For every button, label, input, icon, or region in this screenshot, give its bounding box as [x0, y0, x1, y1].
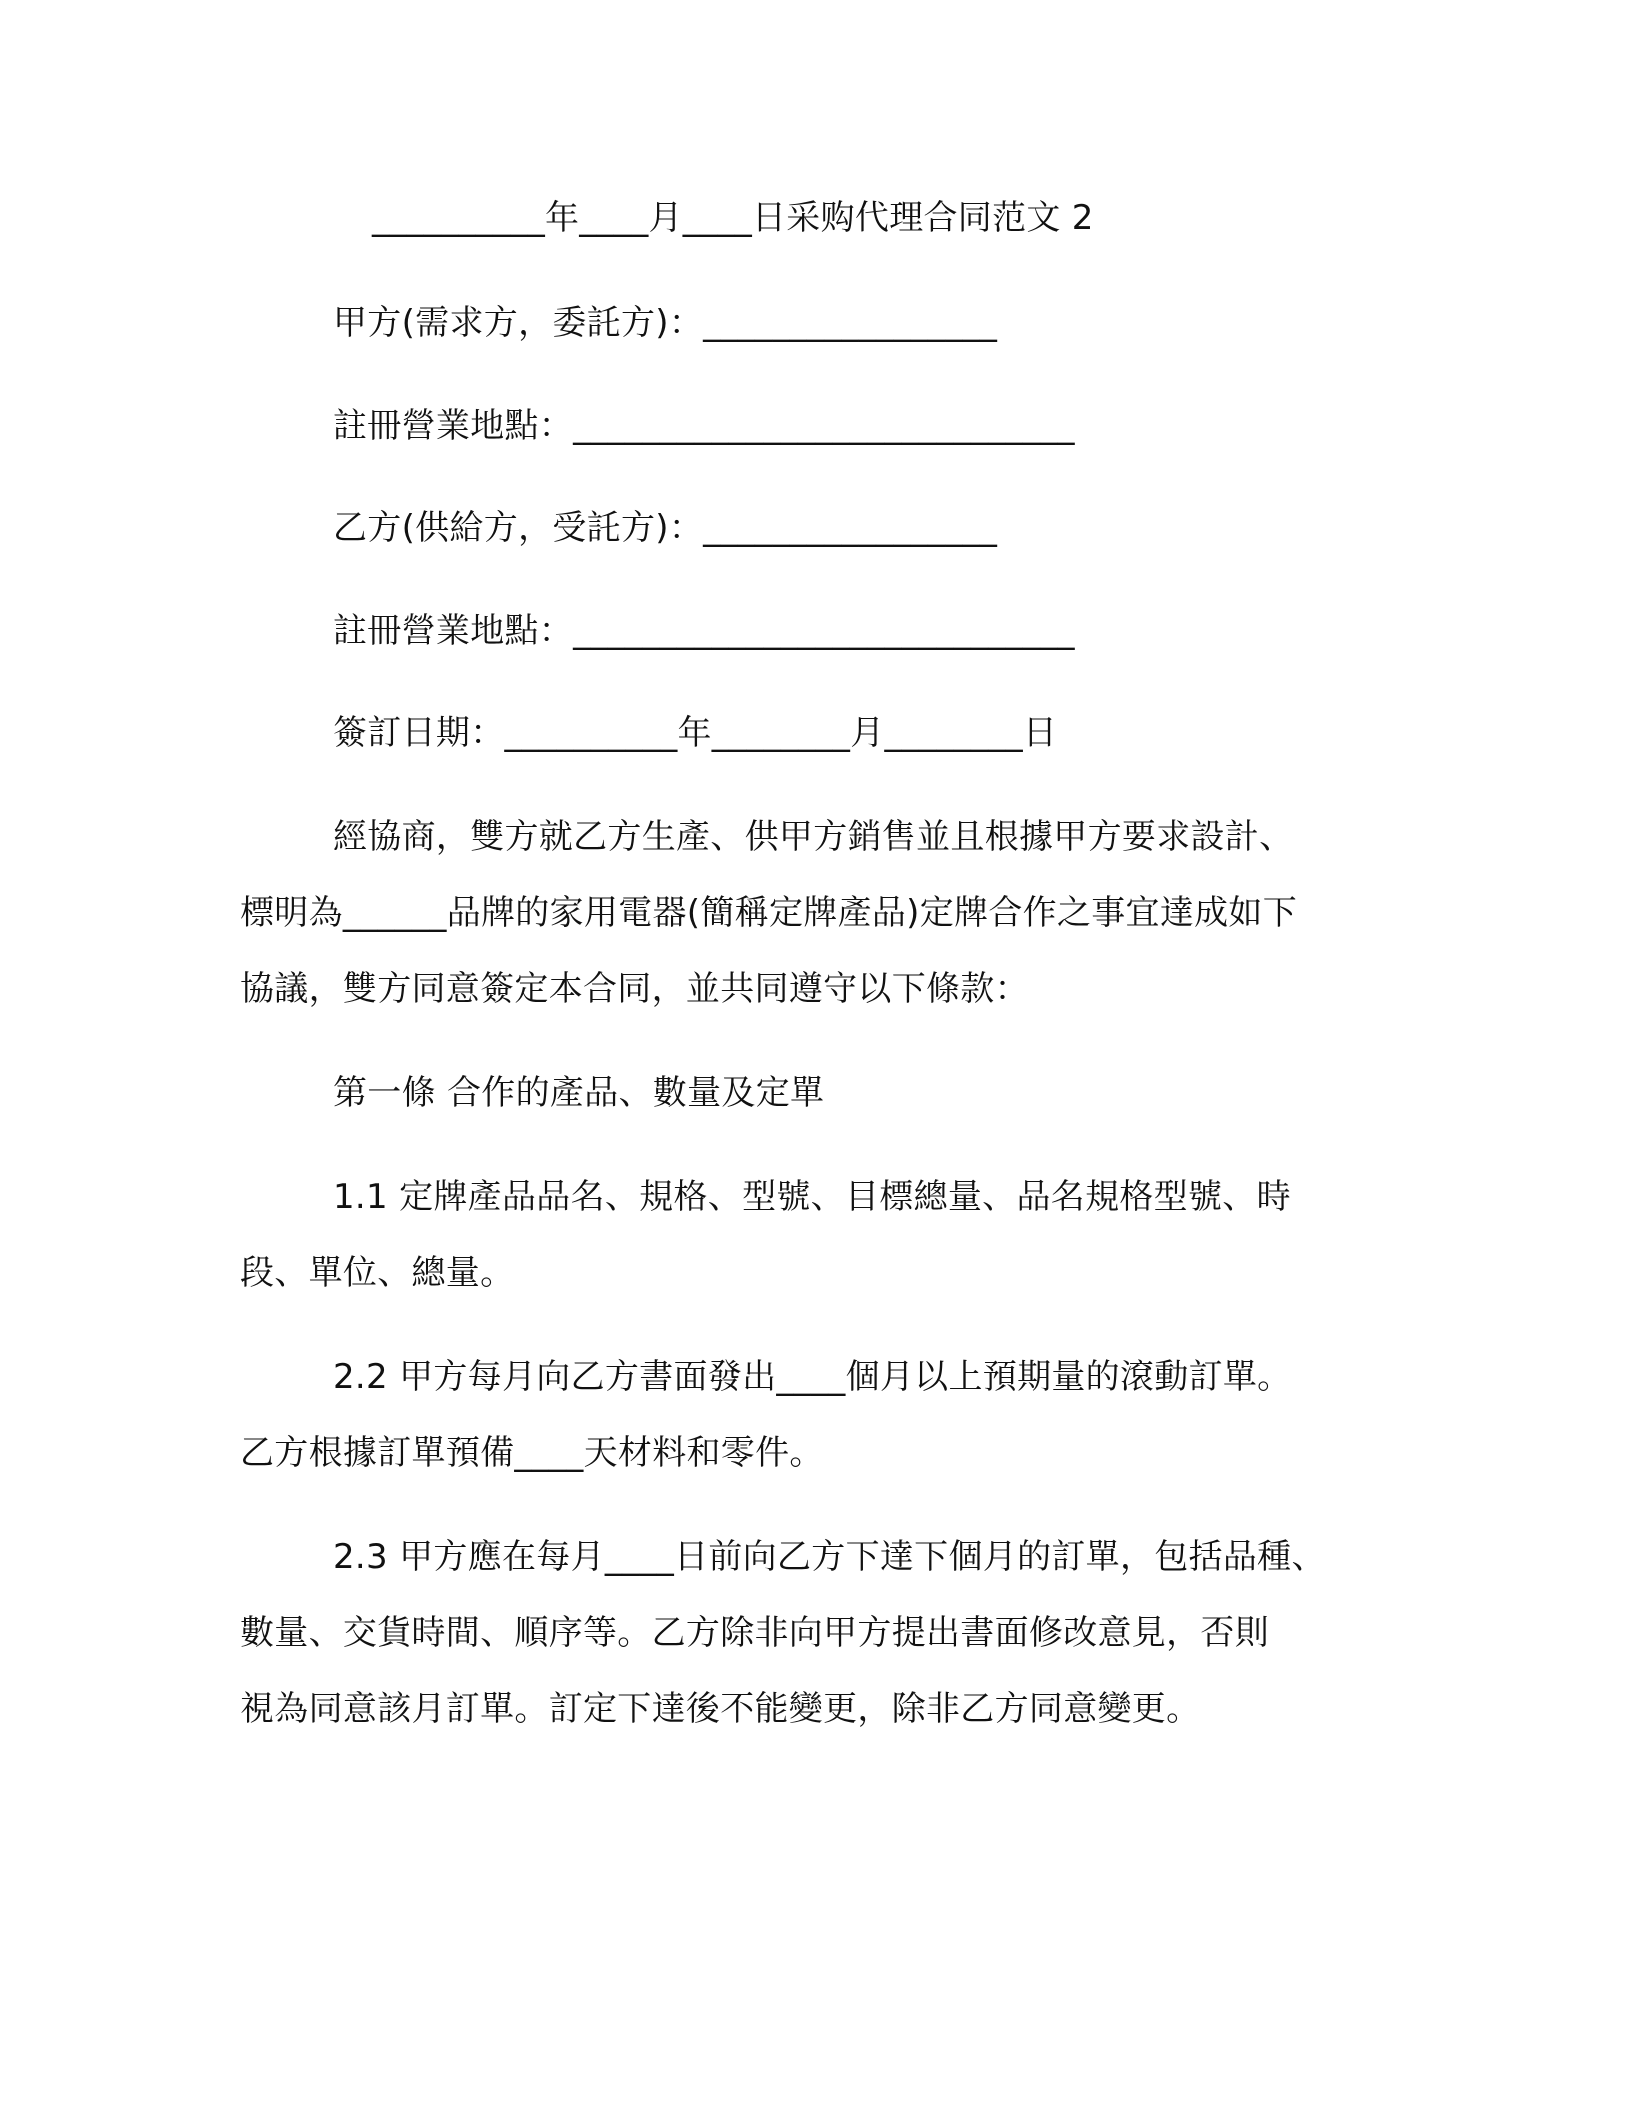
party-b-address-line: 註冊營業地點：_____________________________ [333, 611, 1075, 651]
clause-2-3-line: 2.3 甲方應在每月____日前向乙方下達下個月的訂單，包括品種、 [333, 1537, 1326, 1577]
clause-2-2-line: 乙方根據訂單預備____天材料和零件。 [240, 1433, 824, 1473]
intro-paragraph-line: 標明為______品牌的家用電器(簡稱定牌產品)定牌合作之事宜達成如下 [240, 893, 1298, 933]
clause-1-1-line: 段、單位、總量。 [240, 1253, 515, 1293]
sign-date-line: 簽訂日期：__________年________月________日 [333, 713, 1058, 753]
clause-2-3-line: 視為同意該月訂單。訂定下達後不能變更，除非乙方同意變更。 [240, 1689, 1201, 1729]
document-title: __________年____月____日采购代理合同范文 2 [372, 198, 1094, 238]
party-a-address-line: 註冊營業地點：_____________________________ [333, 406, 1075, 446]
intro-paragraph-line: 協議，雙方同意簽定本合同，並共同遵守以下條款： [240, 969, 1029, 1009]
party-b-line: 乙方(供給方，受託方)：_________________ [333, 508, 998, 548]
clause-2-3-line: 數量、交貨時間、順序等。乙方除非向甲方提出書面修改意見，否則 [240, 1613, 1269, 1653]
clause-2-2-line: 2.2 甲方每月向乙方書面發出____個月以上預期量的滾動訂單。 [333, 1357, 1292, 1397]
intro-paragraph-line: 經協商，雙方就乙方生產、供甲方銷售並且根據甲方要求設計、 [333, 817, 1294, 857]
party-a-line: 甲方(需求方，委託方)：_________________ [333, 303, 998, 343]
clause-1-1-line: 1.1 定牌產品品名、規格、型號、目標總量、品名規格型號、時 [333, 1177, 1291, 1217]
article-1-heading: 第一條 合作的產品、數量及定單 [333, 1073, 825, 1113]
